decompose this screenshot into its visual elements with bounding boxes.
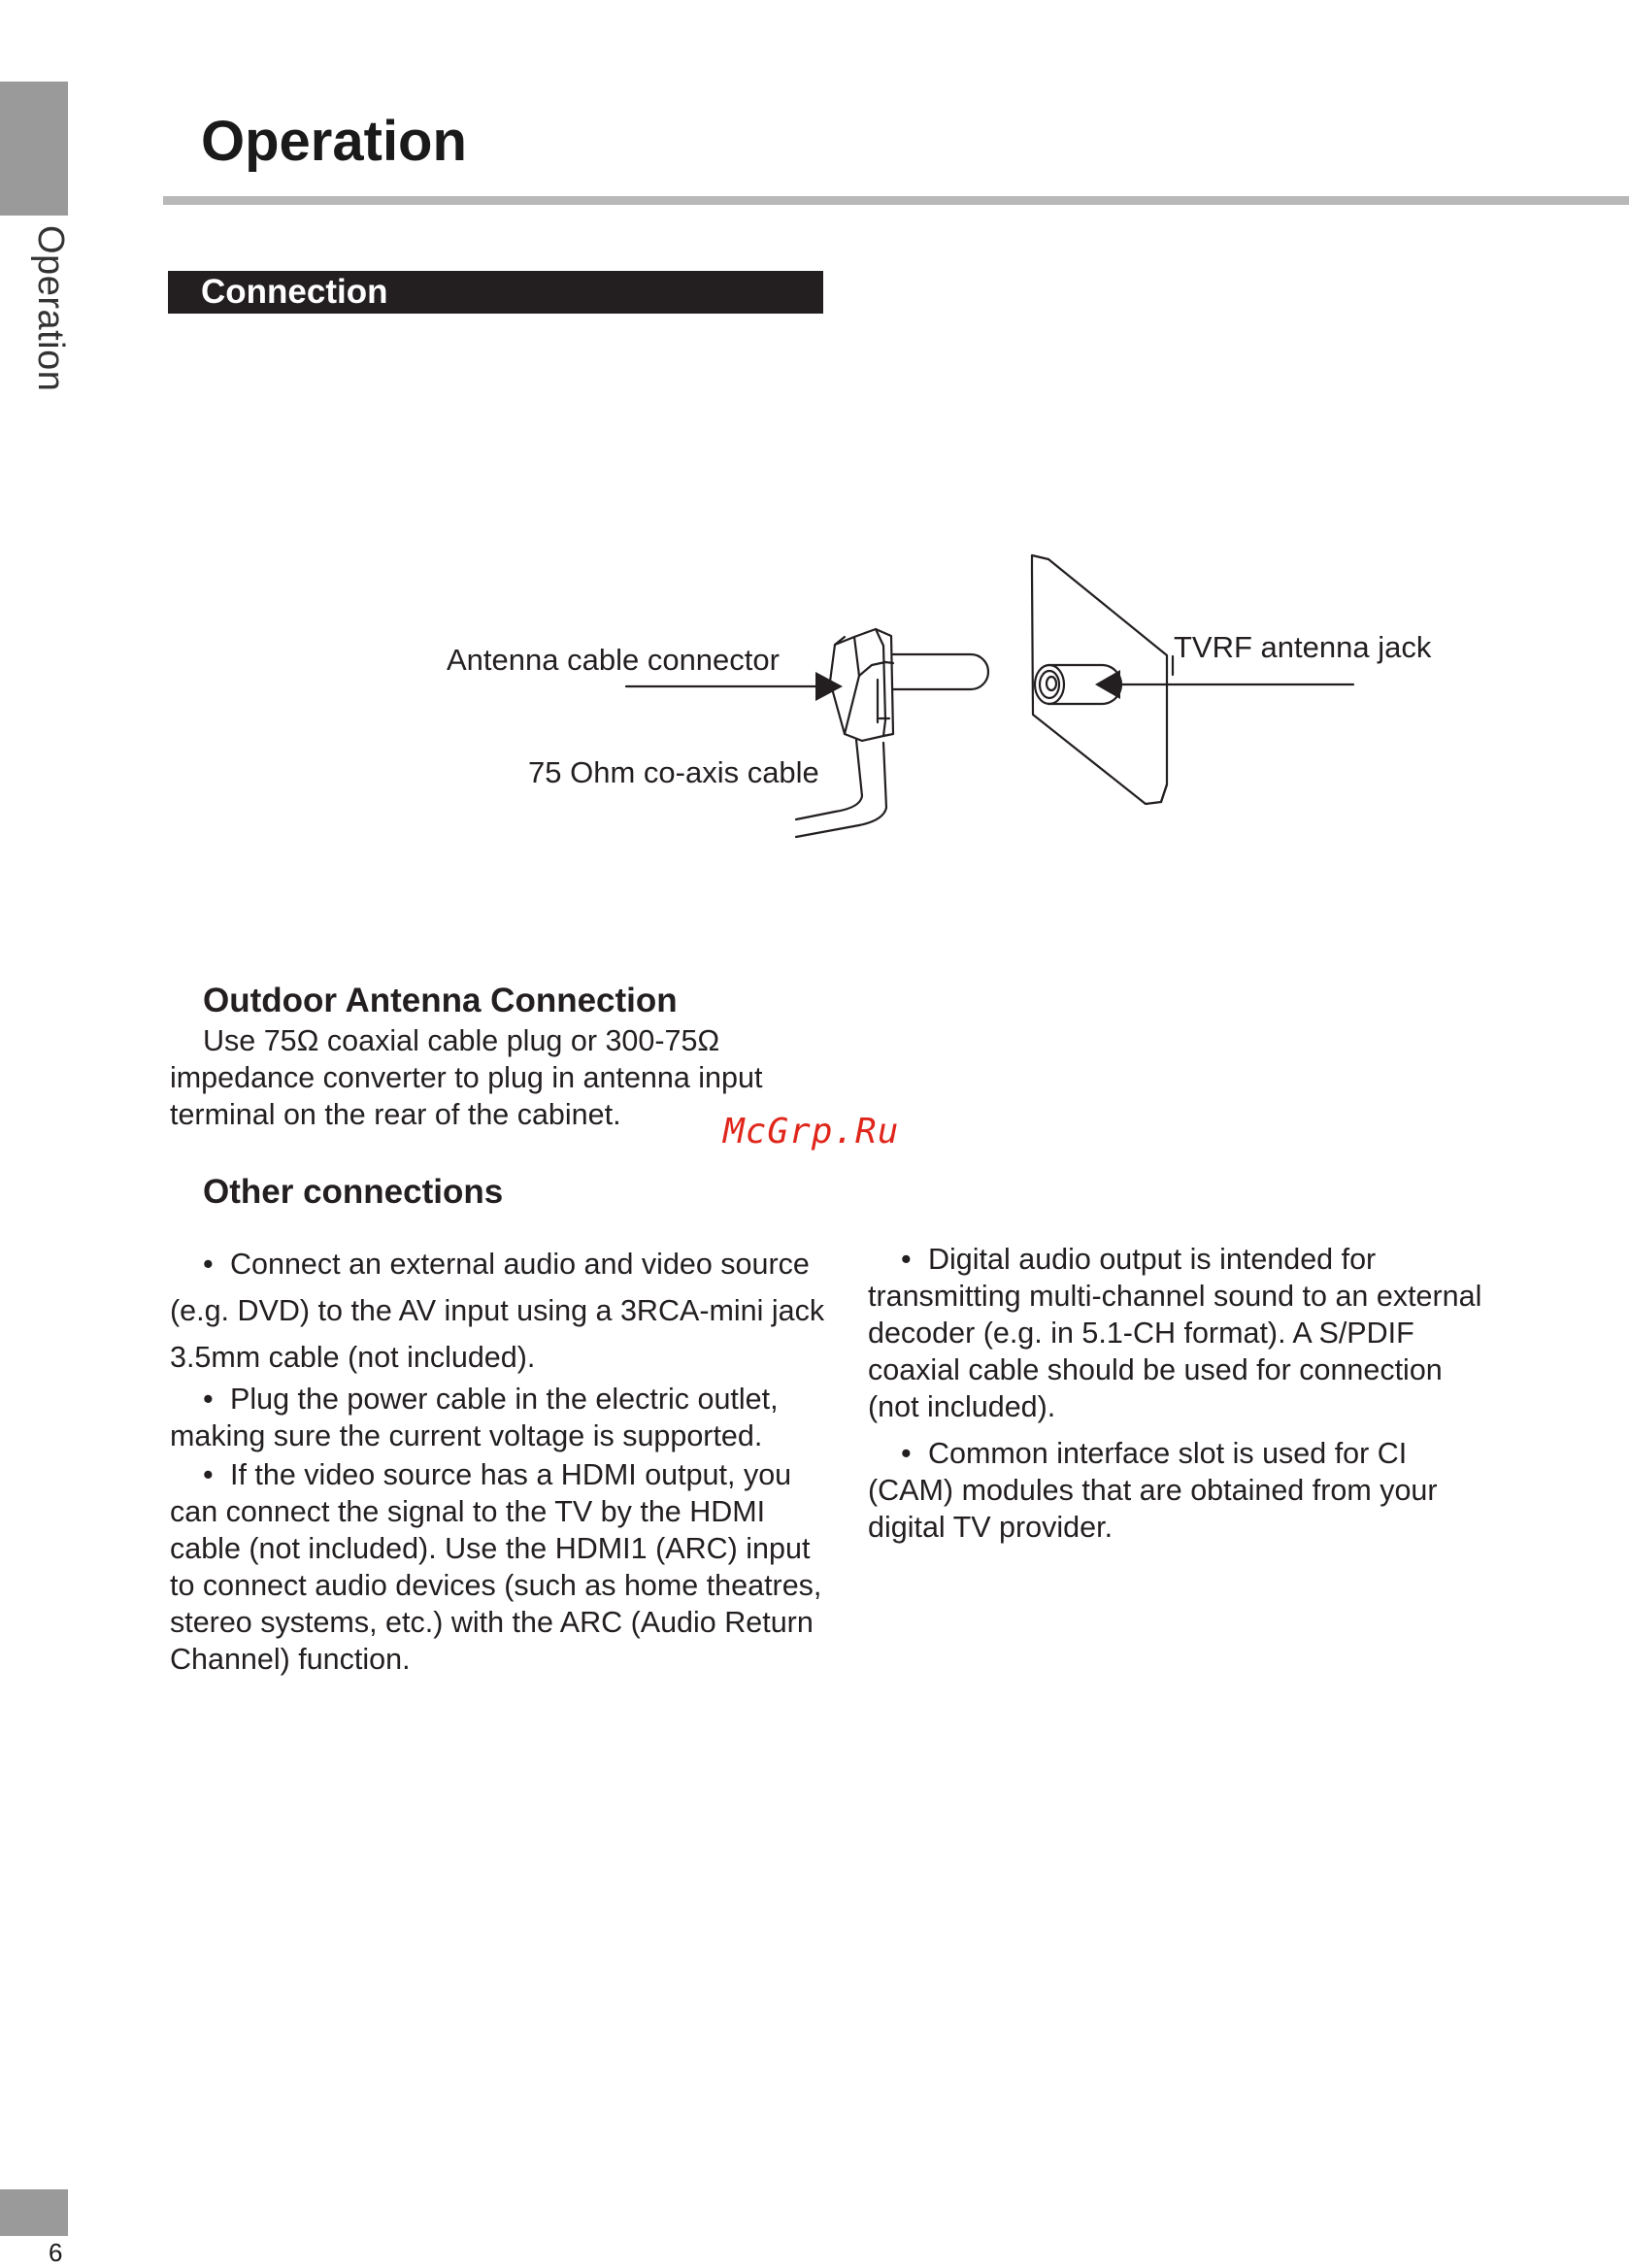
coax-cable-label: 75 Ohm co-axis cable xyxy=(528,755,819,789)
page-number: 6 xyxy=(49,2238,63,2267)
tv-rear-panel-icon xyxy=(1032,555,1167,804)
section-title-bar: Connection xyxy=(168,271,823,314)
list-item-text: Common interface slot is used for CI (CAM) modules that are obtained from your digital TV provider. xyxy=(868,1437,1438,1544)
list-item xyxy=(868,1241,1489,1425)
bullet-icon: • xyxy=(203,1383,214,1416)
bullet-icon: • xyxy=(901,1243,912,1276)
antenna-connection-illustration xyxy=(427,544,1476,854)
watermark-text: McGrp.Ru xyxy=(723,1112,900,1151)
other-connections-left-column xyxy=(170,1241,830,1678)
bullet-icon: • xyxy=(901,1437,912,1470)
page-title: Operation xyxy=(201,110,467,173)
list-item xyxy=(170,1381,830,1454)
page-tab-marker xyxy=(0,2189,68,2236)
side-tab-marker xyxy=(0,82,68,216)
antenna-connector-label: Antenna cable connector xyxy=(447,643,780,677)
list-item-text: Digital audio output is intended for transmitting multi-channel sound to an external decoder (e.g. in 5.1-CH format). A S/PDIF coaxial cable should be used for connection (not included). xyxy=(868,1243,1482,1423)
side-section-label: Operation xyxy=(30,225,71,392)
list-item-text: Plug the power cable in the electric outlet, making sure the current voltage is supported. xyxy=(170,1383,779,1452)
bullet-icon: • xyxy=(203,1458,214,1491)
list-item xyxy=(868,1435,1489,1546)
list-item-text: Connect an external audio and video source (e.g. DVD) to the AV input using a 3RCA-mini jack 3.5mm cable (not included). xyxy=(170,1248,825,1374)
title-divider xyxy=(163,196,1629,205)
bullet-icon: • xyxy=(203,1248,214,1281)
outdoor-antenna-heading: Outdoor Antenna Connection xyxy=(203,982,678,1019)
list-item xyxy=(170,1241,830,1381)
list-item-text: If the video source has a HDMI output, you can connect the signal to the TV by the HDMI cable (not included). Use the HDMI1 (ARC) input to connect audio devices (such as home theatres, stereo systems, etc.) with the ARC (Audio Return Channel) function. xyxy=(170,1458,822,1676)
list-item xyxy=(170,1456,830,1678)
outdoor-antenna-text: Use 75Ω coaxial cable plug or 300-75Ω impedance converter to plug in antenna input terminal on the rear of the cabinet. xyxy=(170,1024,763,1131)
other-connections-right-column xyxy=(868,1241,1489,1546)
other-connections-heading: Other connections xyxy=(203,1173,504,1211)
antenna-plug-icon xyxy=(830,629,988,741)
antenna-jack-label: TVRF antenna jack xyxy=(1174,630,1432,664)
